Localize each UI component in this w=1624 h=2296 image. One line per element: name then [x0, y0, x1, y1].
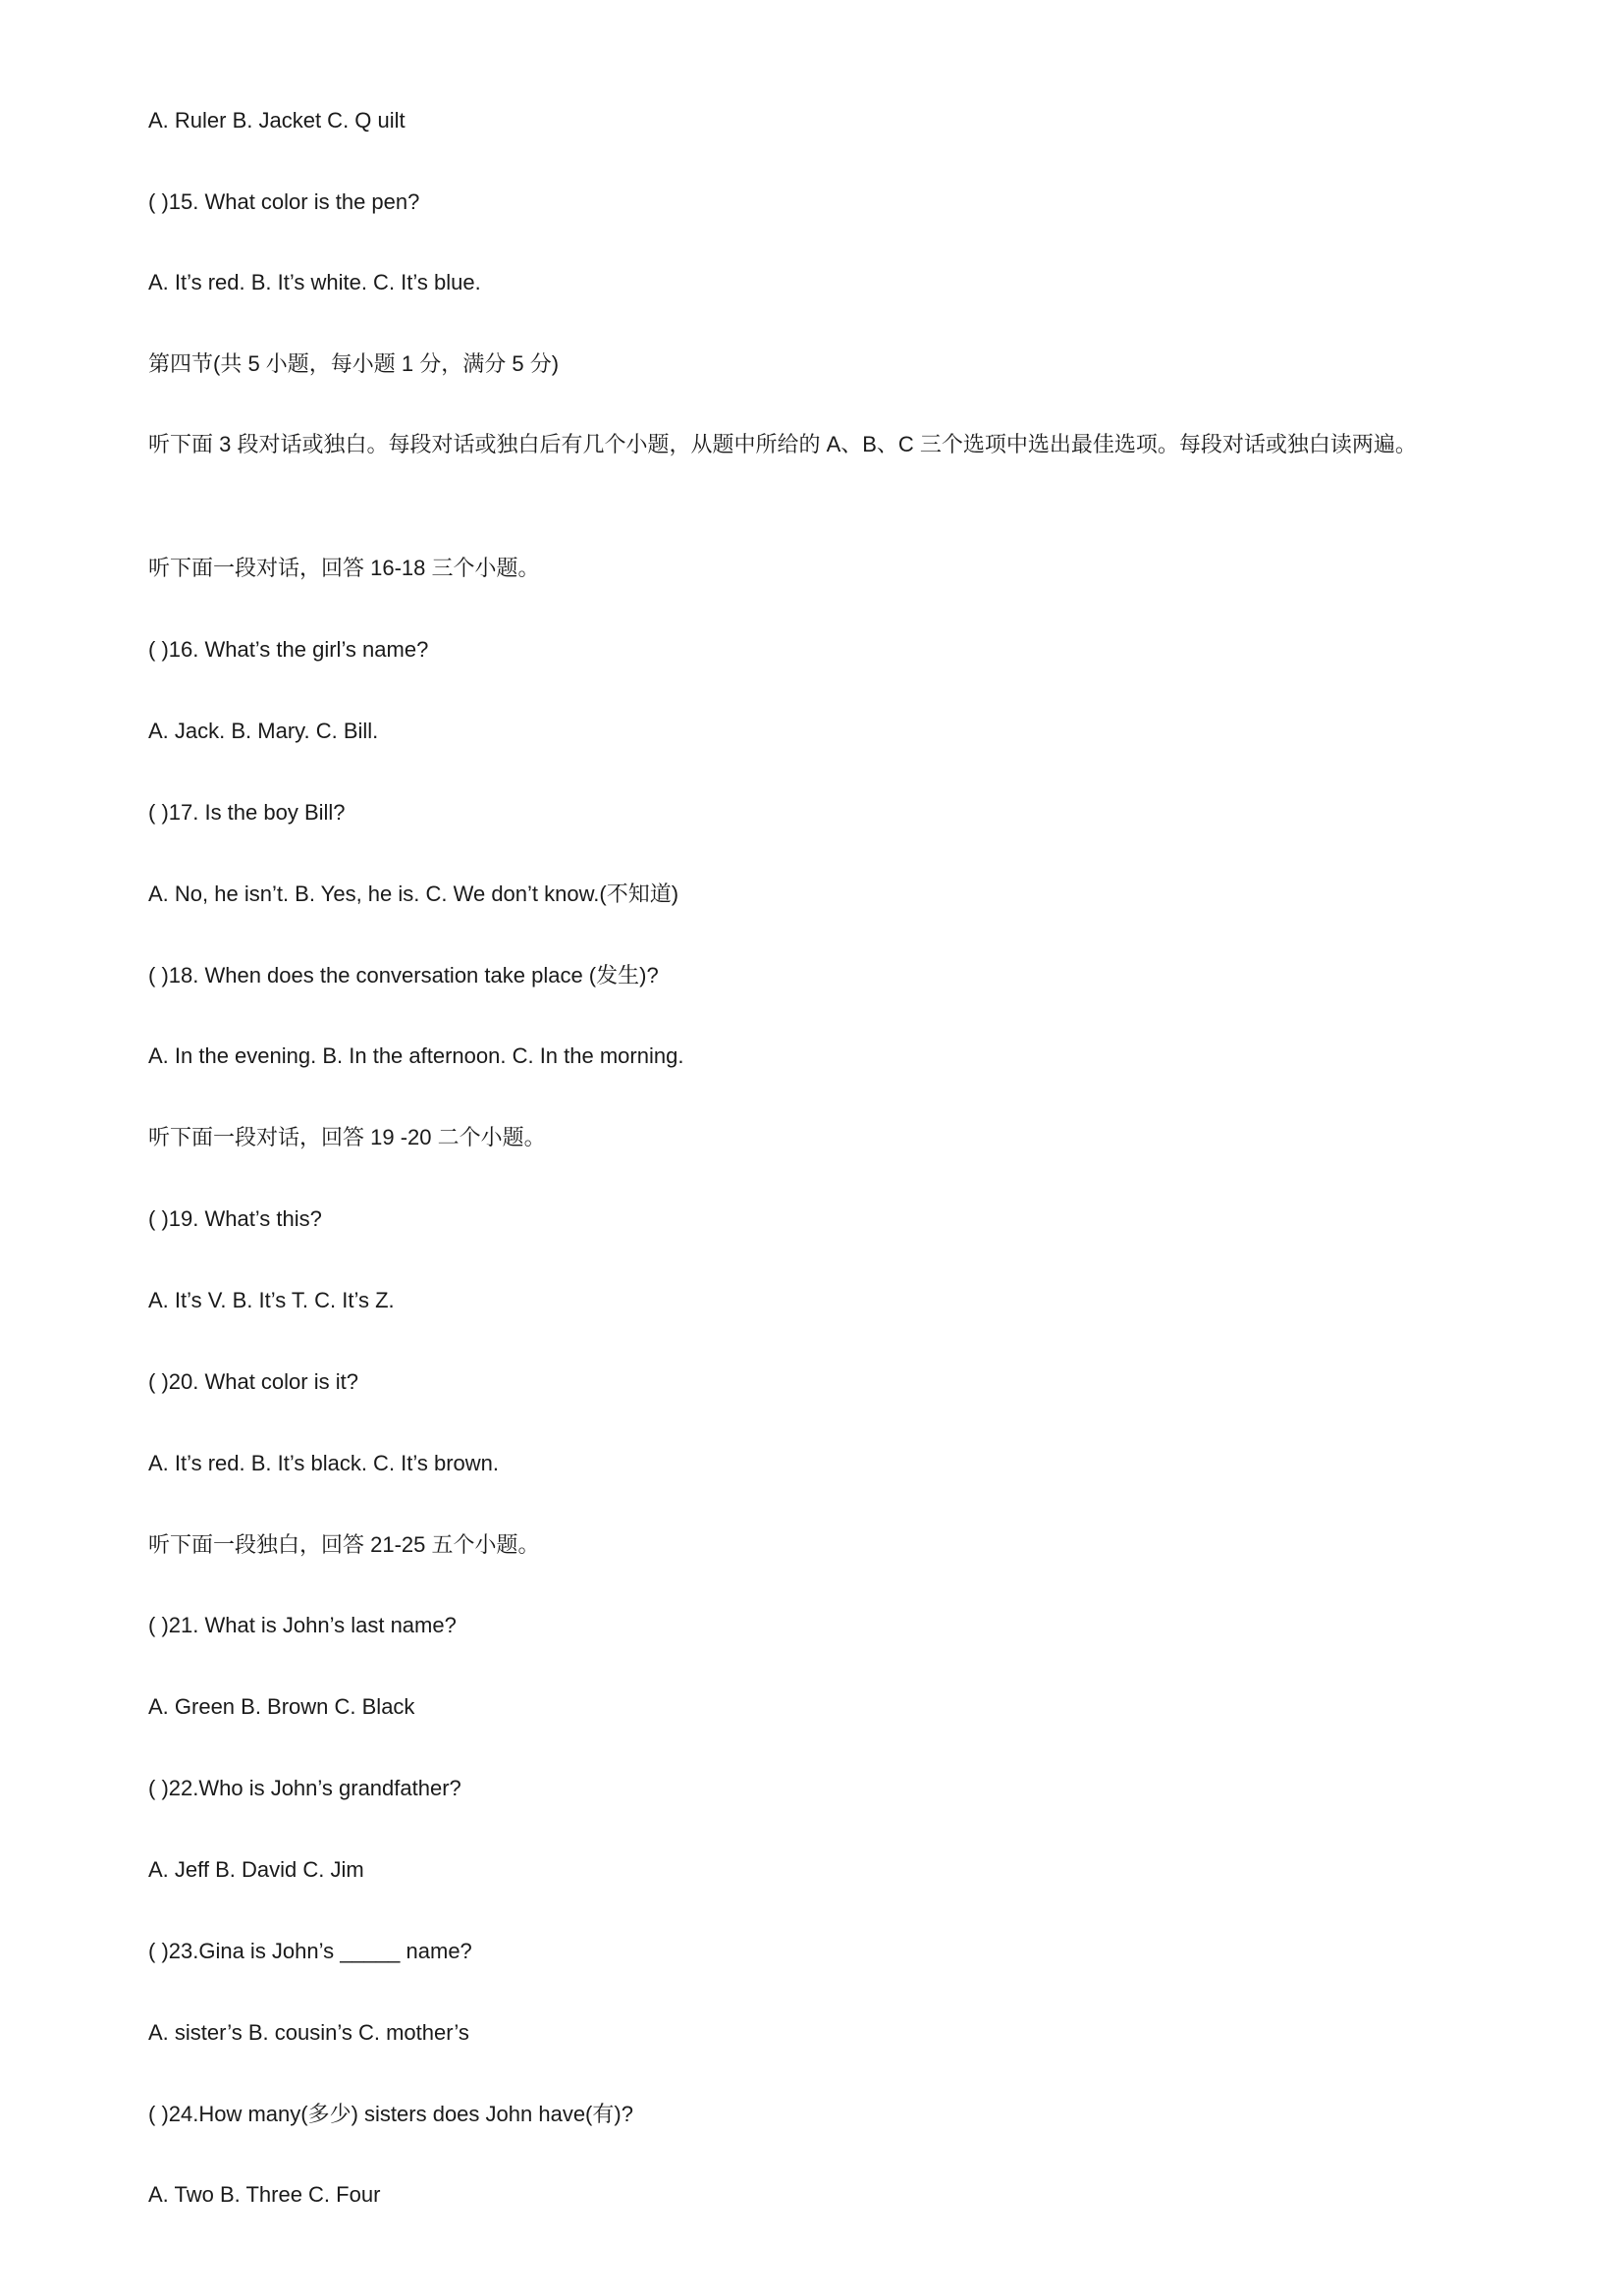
q22-question: ( )22.Who is John’s grandfather?: [148, 1776, 461, 1800]
monologue-instruction: 听下面一段独白，回答 21-25 五个小题。: [148, 1532, 540, 1557]
section-four-heading: 第四节(共 5 小题，每小题 1 分，满分 5 分): [148, 351, 560, 376]
q17-options: A. No, he isn’t. B. Yes, he is. C. We don’t know.(不知道): [148, 881, 679, 906]
q16-question: ( )16. What’s the girl’s name?: [148, 637, 429, 662]
q15-question: ( )15. What color is the pen?: [148, 189, 420, 214]
q24-question: ( )24.How many(多少) sisters does John have(有)?: [148, 2102, 633, 2126]
q17-question: ( )17. Is the boy Bill?: [148, 800, 346, 825]
q14-options: A. Ruler B. Jacket C. Q uilt: [148, 108, 406, 133]
section-four-instructions: 听下面 3 段对话或独白。每段对话或独白后有几个小题，从题中所给的 A、B、C 三个选项中选出最佳选项。每段对话或独白读两遍。: [148, 432, 1417, 456]
q23-question: ( )23.Gina is John’s _____ name?: [148, 1939, 472, 1963]
q21-options: A. Green B. Brown C. Black: [148, 1694, 415, 1719]
q15-options: A. It’s red. B. It’s white. C. It’s blue.: [148, 270, 481, 294]
q19-options: A. It’s V. B. It’s T. C. It’s Z.: [148, 1288, 395, 1312]
q22-options: A. Jeff B. David C. Jim: [148, 1857, 364, 1882]
q21-question: ( )21. What is John’s last name?: [148, 1613, 457, 1637]
q23-options: A. sister’s B. cousin’s C. mother’s: [148, 2020, 469, 2045]
q24-options: A. Two B. Three C. Four: [148, 2182, 381, 2207]
q19-question: ( )19. What’s this?: [148, 1206, 322, 1231]
q20-options: A. It’s red. B. It’s black. C. It’s brown.: [148, 1451, 500, 1475]
dialogue-1-instruction: 听下面一段对话，回答 16-18 三个小题。: [148, 556, 540, 580]
q20-question: ( )20. What color is it?: [148, 1369, 358, 1394]
q16-options: A. Jack. B. Mary. C. Bill.: [148, 719, 379, 743]
q18-options: A. In the evening. B. In the afternoon. C. In the morning.: [148, 1043, 684, 1068]
q18-question: ( )18. When does the conversation take place (发生)?: [148, 963, 659, 988]
dialogue-2-instruction: 听下面一段对话，回答 19 -20 二个小题。: [148, 1125, 546, 1149]
